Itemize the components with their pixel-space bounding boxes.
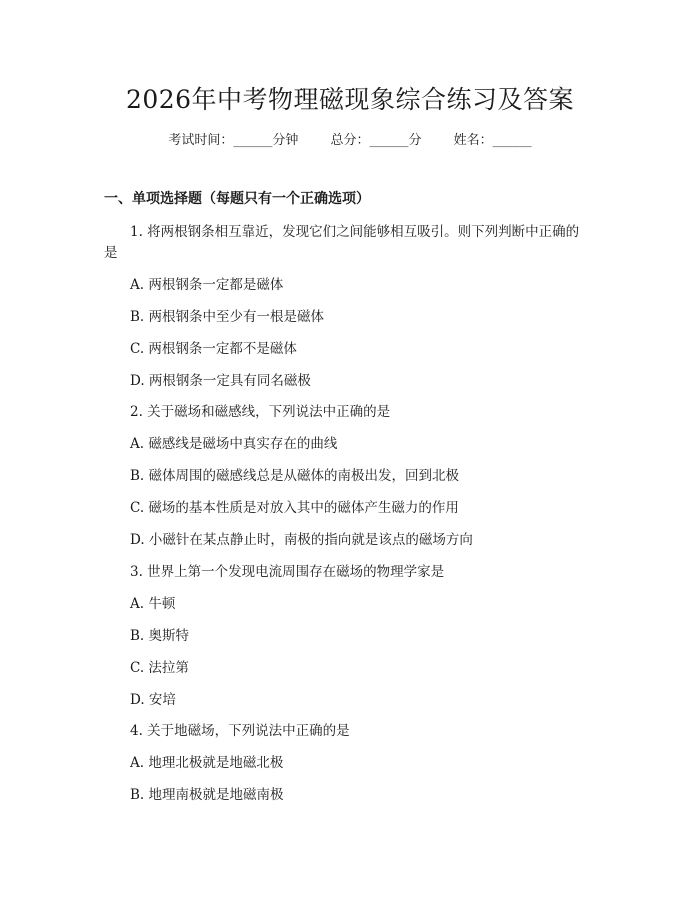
student-name-field: 姓名：______ bbox=[453, 133, 532, 148]
total-score-field: 总分：______分 bbox=[330, 133, 422, 148]
answer-option: C. 两根钢条一定都不是磁体 bbox=[130, 341, 297, 357]
answer-option: B. 两根钢条中至少有一根是磁体 bbox=[130, 309, 325, 325]
answer-option: C. 磁场的基本性质是对放入其中的磁体产生磁力的作用 bbox=[130, 500, 459, 516]
answer-option: D. 两根钢条一定具有同名磁极 bbox=[130, 373, 311, 389]
answer-option: C. 法拉第 bbox=[130, 660, 189, 676]
answer-option: B. 奥斯特 bbox=[130, 628, 190, 644]
question-stem: 3. 世界上第一个发现电流周围存在磁场的物理学家是 bbox=[130, 564, 445, 580]
question-stem-continued: 是 bbox=[104, 245, 118, 261]
exam-time-field: 考试时间：______分钟 bbox=[168, 133, 299, 148]
answer-option: A. 两根钢条一定都是磁体 bbox=[130, 277, 284, 293]
answer-option: D. 安培 bbox=[130, 692, 176, 708]
question-stem: 2. 关于磁场和磁感线，下列说法中正确的是 bbox=[130, 404, 391, 420]
answer-option: A. 地理北极就是地磁北极 bbox=[130, 755, 284, 771]
answer-option: B. 地理南极就是地磁南极 bbox=[130, 787, 284, 803]
question-stem: 1. 将两根钢条相互靠近，发现它们之间能够相互吸引。则下列判断中正确的 bbox=[130, 224, 580, 240]
answer-option: A. 牛顿 bbox=[130, 596, 176, 612]
question-stem: 4. 关于地磁场，下列说法中正确的是 bbox=[130, 723, 350, 739]
exam-meta bbox=[0, 131, 700, 151]
answer-option: A. 磁感线是磁场中真实存在的曲线 bbox=[130, 436, 338, 452]
page-title: 2026年中考物理磁现象综合练习及答案 bbox=[125, 85, 575, 114]
section-heading: 一、单项选择题（每题只有一个正确选项） bbox=[104, 191, 370, 207]
answer-option: D. 小磁针在某点静止时，南极的指向就是该点的磁场方向 bbox=[130, 532, 473, 548]
answer-option: B. 磁体周围的磁感线总是从磁体的南极出发，回到北极 bbox=[130, 468, 460, 484]
